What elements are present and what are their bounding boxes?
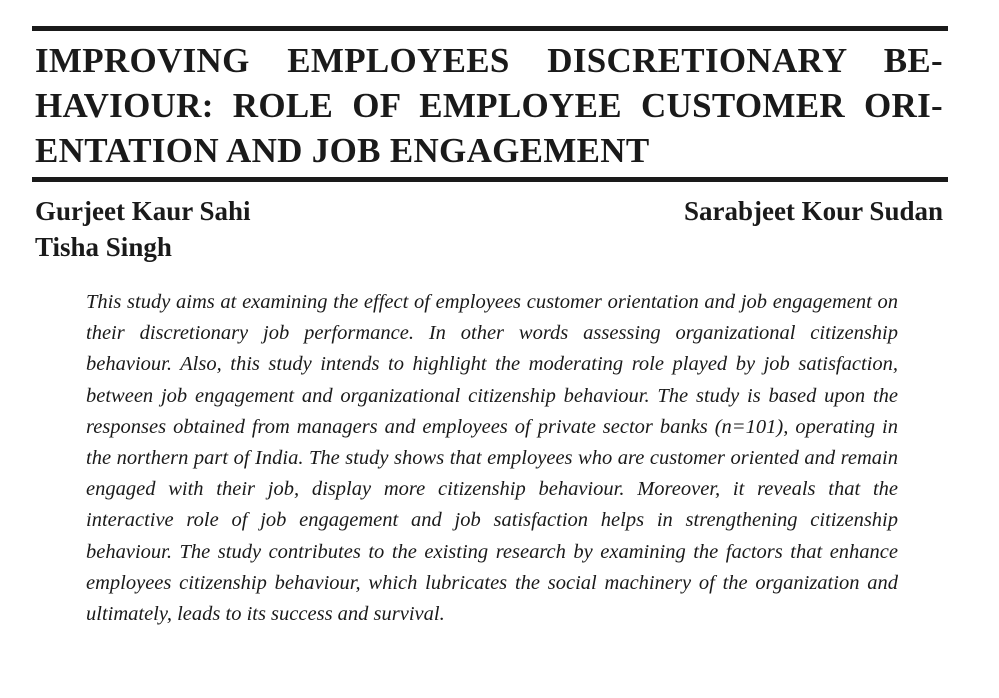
author-name: Tisha Singh [35,232,172,262]
paper-title [35,38,943,173]
title-line-3: ENTATION AND JOB ENGAGEMENT [35,131,650,170]
title-line-1: IMPROVING EMPLOYEES DISCRETIONARY BE- [35,41,943,80]
author-name: Sarabjeet Kour Sudan [683,196,943,226]
abstract-text: This study aims at examining the effect of employees customer orientation and job engagement on their discretionary job performance. In other words assessing organizational citizenship behaviour. Also, this study intends to highlight the moderating role played by job satisfaction, between job engagement and organizational citizenship behaviour. The study is based upon the responses obtained from managers and employees of private sector banks (n=101), operating in the northern part of India. The study shows that employees who are customer oriented and remain engaged with their job, display more citizenship behaviour. Moreover, it reveals that the interactive role of job engagement and job satisfaction helps in strengthening citizenship behaviour. The study contributes to the existing research by examining the factors that enhance employees citizenship behaviour, which lubricates the social machinery of the organization and ultimately, leads to its success and survival. [86,291,898,626]
author-name: Gurjeet Kaur Sahi [35,196,251,226]
bottom-rule [32,177,948,182]
title-line-2: HAVIOUR: ROLE OF EMPLOYEE CUSTOMER ORI- [35,86,943,125]
top-rule [32,26,948,31]
